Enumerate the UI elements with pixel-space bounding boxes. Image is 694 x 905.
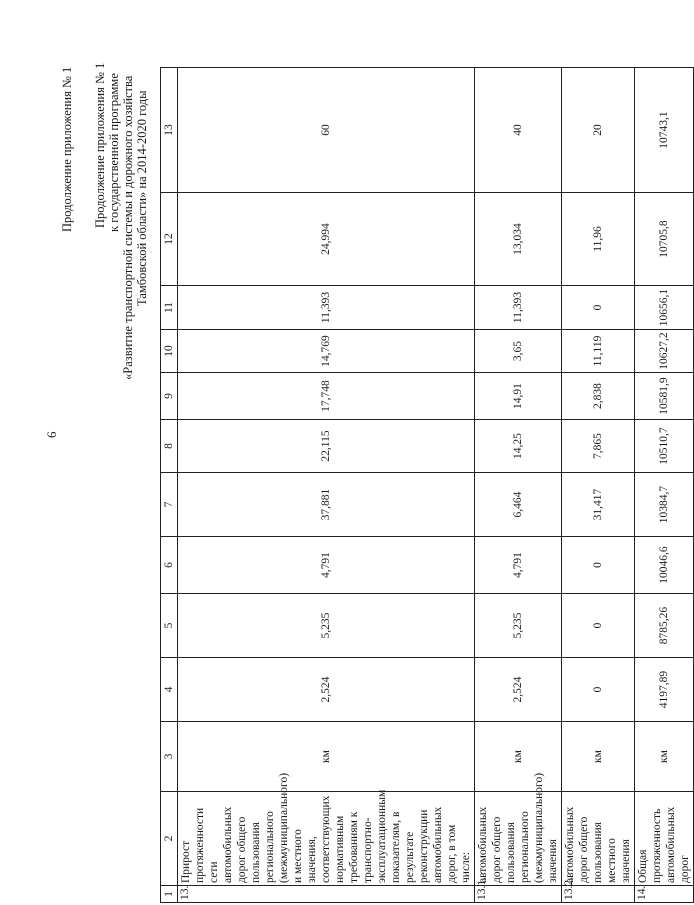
column-number: 10: [161, 330, 178, 373]
value-cell: 10384,7: [635, 473, 694, 537]
header-line-1: Продолжение приложения № 1: [93, 62, 107, 228]
value-cell: 11,96: [562, 193, 635, 286]
value-cell: 10743,1: [635, 68, 694, 193]
value-cell: 5,235: [475, 594, 562, 658]
value-cell: 11,393: [475, 286, 562, 330]
header-line-4: Тамбовской области» на 2014-2020 годы: [135, 90, 149, 306]
header-continuation: Продолжение приложения № 1: [60, 66, 74, 232]
header-line-2: к государственной программе: [107, 73, 121, 232]
column-number: 8: [161, 420, 178, 473]
value-cell: 14,91: [475, 373, 562, 420]
value-cell: 0: [562, 286, 635, 330]
column-number: 1: [161, 886, 178, 903]
unit-cell: км: [475, 722, 562, 792]
value-cell: 37,881: [178, 473, 475, 537]
value-cell: 2,838: [562, 373, 635, 420]
value-cell: 0: [562, 658, 635, 722]
column-number: 11: [161, 286, 178, 330]
column-number: 5: [161, 594, 178, 658]
column-number: 13: [161, 68, 178, 193]
indicator-name: Общая протяженность автомобильных дорог: [635, 792, 694, 886]
value-cell: 11,393: [178, 286, 475, 330]
table-container: [160, 108, 691, 903]
column-number: 7: [161, 473, 178, 537]
value-cell: 0: [562, 537, 635, 594]
column-number: 9: [161, 373, 178, 420]
table-row: [475, 68, 562, 903]
unit-cell: км: [635, 722, 694, 792]
value-cell: 7,865: [562, 420, 635, 473]
value-cell: 2,524: [475, 658, 562, 722]
table-row: [635, 68, 694, 903]
value-cell: 10656,1: [635, 286, 694, 330]
value-cell: 4197,89: [635, 658, 694, 722]
value-cell: 17,748: [178, 373, 475, 420]
indicator-name: автомобильных дорог общего пользования местного значения: [562, 792, 635, 886]
value-cell: 4,791: [475, 537, 562, 594]
page-number: 6: [44, 431, 59, 438]
value-cell: 0: [562, 594, 635, 658]
indicator-name: Прирост протяженности сети автомобильных дорог общего пользования регионального (межмуниципального) и местного значения, соответствующих нормативным требованиям к транспортно-эксплуатационным показателям, в результате реконструкции автомобильных дорог, в том числе:: [178, 792, 475, 886]
header-line-3: «Развитие транспортной системы и дорожного хозяйства: [121, 75, 135, 380]
value-cell: 10627,2: [635, 330, 694, 373]
column-number: 3: [161, 722, 178, 792]
value-cell: 14,769: [178, 330, 475, 373]
row-number: 14.: [635, 886, 694, 903]
indicator-name: автомобильных дорог общего пользования регионального (межмуниципального) значения: [475, 792, 562, 886]
table-row: [562, 68, 635, 903]
value-cell: 2,524: [178, 658, 475, 722]
value-cell: 3,65: [475, 330, 562, 373]
column-number-row: [161, 68, 178, 903]
column-number: 6: [161, 537, 178, 594]
value-cell: 40: [475, 68, 562, 193]
table-row: [178, 68, 475, 903]
column-number: 2: [161, 792, 178, 886]
value-cell: 10046,6: [635, 537, 694, 594]
indicator-table: [160, 67, 694, 903]
value-cell: 22,115: [178, 420, 475, 473]
row-number: 13.1.: [475, 886, 562, 903]
value-cell: 6,464: [475, 473, 562, 537]
value-cell: 60: [178, 68, 475, 193]
value-cell: 14,25: [475, 420, 562, 473]
value-cell: 5,235: [178, 594, 475, 658]
row-number: 13.: [178, 886, 475, 903]
value-cell: 20: [562, 68, 635, 193]
column-number: 4: [161, 658, 178, 722]
unit-cell: км: [562, 722, 635, 792]
value-cell: 4,791: [178, 537, 475, 594]
value-cell: 10705,8: [635, 193, 694, 286]
value-cell: 10510,7: [635, 420, 694, 473]
value-cell: 8785,26: [635, 594, 694, 658]
unit-cell: км: [178, 722, 475, 792]
column-number: 12: [161, 193, 178, 286]
value-cell: 13,034: [475, 193, 562, 286]
row-number: 13.2.: [562, 886, 635, 903]
value-cell: 11,119: [562, 330, 635, 373]
value-cell: 31,417: [562, 473, 635, 537]
value-cell: 24,994: [178, 193, 475, 286]
value-cell: 10581,9: [635, 373, 694, 420]
